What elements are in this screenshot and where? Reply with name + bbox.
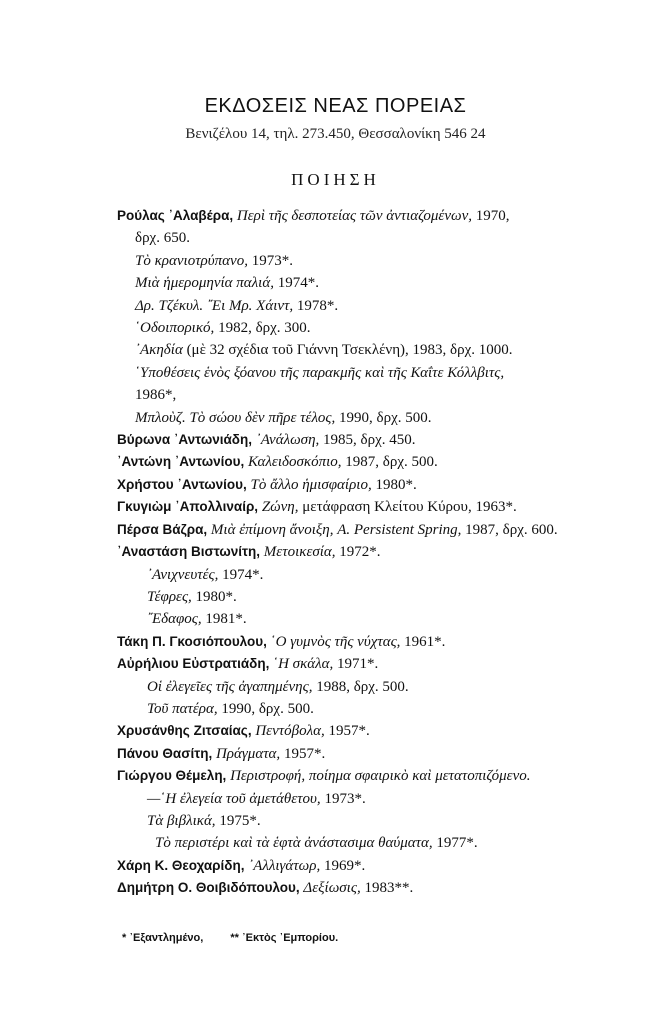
book-details: 1978*. bbox=[296, 297, 339, 314]
book-title: Ζώνη, bbox=[261, 499, 299, 516]
catalog-line bbox=[117, 362, 637, 384]
book-title: Μιὰ ἐπίμονη ἄνοιξη, A. Persistent Spring, bbox=[210, 521, 462, 538]
book-details: 1983**. bbox=[364, 880, 414, 897]
catalog-line bbox=[117, 698, 637, 720]
author-name: Γκυγιὼμ ᾿Απολλιναίρ, bbox=[117, 499, 259, 515]
book-title: Τὸ κρανιοτρύπανο, bbox=[135, 252, 248, 269]
book-details: 1975*. bbox=[219, 812, 261, 829]
book-details: 1988, δρχ. 500. bbox=[316, 678, 409, 695]
book-details: 1973*. bbox=[251, 252, 293, 269]
book-title: Οἱ ἐλεγεῖες τῆς ἀγαπημένης, bbox=[147, 678, 313, 695]
catalog-line bbox=[117, 272, 637, 294]
catalog-line bbox=[117, 631, 637, 653]
footnotes bbox=[122, 932, 622, 944]
book-title: Μπλοὺζ. Τὸ σώου δὲν πῆρε τέλος, bbox=[135, 409, 336, 426]
publisher-title: ΕΚΔΟΣΕΙΣ ΝΕΑΣ ΠΟΡΕΙΑΣ bbox=[204, 95, 467, 117]
catalog-line bbox=[117, 653, 637, 675]
book-title: ᾿Ακηδία bbox=[135, 342, 183, 359]
book-title: Μετοικεσία, bbox=[263, 544, 336, 561]
book-details: 1981*. bbox=[205, 611, 247, 628]
book-title: Περὶ τῆς δεσποτείας τῶν ἀντιαζομένων, bbox=[236, 208, 472, 224]
book-title: Δεξίωσις, bbox=[303, 880, 361, 897]
catalog-line bbox=[117, 541, 637, 563]
catalog-line bbox=[117, 407, 637, 429]
catalog-line bbox=[117, 429, 637, 451]
book-title: ῾Η σκάλα, bbox=[273, 656, 334, 673]
catalog-line bbox=[117, 564, 637, 586]
book-details: 1987, δρχ. 500. bbox=[345, 454, 438, 471]
catalog-line bbox=[117, 317, 637, 339]
book-title: ᾿Ανιχνευτές, bbox=[147, 566, 219, 583]
footnote-out-of-print: * ᾿Εξαντλημένο, bbox=[122, 932, 204, 944]
author-name: Ρούλας ᾿Αλαβέρα, bbox=[117, 208, 234, 223]
book-details: 1977*. bbox=[436, 835, 478, 852]
book-title: Δρ. Τζέκυλ. ῎Ει Μρ. Χάιντ, bbox=[135, 297, 294, 314]
book-details: 1985, δρχ. 450. bbox=[323, 432, 416, 449]
book-details: 1987, δρχ. 600. bbox=[465, 521, 558, 538]
catalog-line bbox=[117, 586, 637, 608]
book-title: Τὸ ἄλλο ἡμισφαίριο, bbox=[250, 476, 372, 493]
book-details: 1982, δρχ. 300. bbox=[218, 320, 311, 337]
catalog-line bbox=[117, 832, 637, 854]
book-title: ῾Ο γυμνὸς τῆς νύχτας, bbox=[270, 633, 401, 650]
catalog-line bbox=[117, 877, 637, 899]
author-name: Πάνου Θασίτη, bbox=[117, 745, 213, 761]
catalog-line bbox=[117, 496, 637, 518]
catalog-line bbox=[117, 384, 637, 406]
catalog-line bbox=[117, 855, 637, 877]
author-name: Τάκη Π. Γκοσιόπουλου, bbox=[117, 633, 267, 649]
catalog-line bbox=[117, 788, 637, 810]
book-details: δρχ. 650. bbox=[135, 230, 190, 247]
author-name: Χάρη Κ. Θεοχαρίδη, bbox=[117, 857, 245, 873]
book-details: 1974*. bbox=[222, 566, 264, 583]
book-details: 1972*. bbox=[339, 544, 381, 561]
book-details: 1961*. bbox=[404, 633, 446, 650]
book-details: μετάφραση Κλείτου Κύρου, 1963*. bbox=[302, 499, 517, 516]
catalog-line bbox=[117, 810, 637, 832]
book-title: ᾿Αλλιγάτωρ, bbox=[248, 857, 321, 874]
book-details: (μὲ 32 σχέδια τοῦ Γιάννη Τσεκλένη), 1983, δρχ. 1000. bbox=[186, 342, 513, 359]
book-title: Τέφρες, bbox=[147, 588, 192, 605]
section-title: ΠΟΙΗΣΗ bbox=[291, 170, 380, 189]
footnote-not-for-sale: ** ᾿Εκτὸς ᾿Εμπορίου. bbox=[230, 932, 339, 944]
book-title: Καλειδοσκόπιο, bbox=[247, 454, 342, 471]
book-title: ᾿Ανάλωση, bbox=[255, 432, 320, 449]
author-name: Αὐρήλιου Εὐστρατιάδη, bbox=[117, 656, 270, 672]
book-details: 1974*. bbox=[277, 275, 319, 292]
author-name: ᾿Αναστάση Βιστωνίτη, bbox=[117, 544, 261, 560]
publisher-address: Βενιζέλου 14, τηλ. 273.450, Θεσσαλονίκη 546 24 bbox=[185, 126, 486, 142]
book-details: 1970, bbox=[475, 208, 510, 224]
catalog-line bbox=[117, 519, 637, 541]
book-details: 1990, δρχ. 500. bbox=[221, 700, 314, 717]
book-title: Τοῦ πατέρα, bbox=[147, 700, 218, 717]
catalog-line bbox=[117, 474, 637, 496]
book-title: Περιστροφή, ποίημα σφαιρικὸ καὶ μετατοπιζόμενο. bbox=[230, 768, 531, 785]
book-details: 1957*. bbox=[283, 745, 326, 762]
book-title: Τὸ περιστέρι καὶ τὰ ἑφτὰ ἀνάστασιμα θαύματα, bbox=[155, 835, 433, 852]
book-details: 1986*, bbox=[135, 387, 177, 404]
author-name: Χρυσάνθης Ζιτσαίας, bbox=[117, 723, 252, 739]
book-title: Τὰ βιβλικά, bbox=[147, 812, 216, 829]
book-details: 1957*. bbox=[328, 723, 370, 740]
book-title: Πεντόβολα, bbox=[255, 723, 325, 740]
book-details: 1990, δρχ. 500. bbox=[339, 409, 432, 426]
catalog-line bbox=[117, 720, 637, 742]
book-title: Μιὰ ἡμερομηνία παλιά, bbox=[135, 275, 274, 292]
catalog-line bbox=[117, 676, 637, 698]
author-name: Χρήστου ᾿Αντωνίου, bbox=[117, 476, 247, 492]
author-name: ᾿Αντώνη ᾿Αντωνίου, bbox=[117, 454, 245, 470]
book-title: ῎Εδαφος, bbox=[147, 611, 202, 628]
catalog-line bbox=[117, 451, 637, 473]
author-name: Πέρσα Βάζρα, bbox=[117, 521, 208, 537]
catalog-line bbox=[117, 250, 637, 272]
catalog-line bbox=[117, 227, 637, 249]
book-details: 1980*. bbox=[195, 588, 237, 605]
book-title: Πράγματα, bbox=[215, 745, 281, 762]
catalog-line bbox=[117, 765, 637, 787]
catalog-line bbox=[117, 205, 637, 227]
book-details: 1971*. bbox=[337, 656, 379, 673]
author-name: Δημήτρη Ο. Θοιβιδόπουλου, bbox=[117, 880, 300, 896]
book-title: ῾Υποθέσεις ἑνὸς ξόανου τῆς παρακμῆς καὶ τῆς Καΐτε Κόλλβιτς, bbox=[135, 364, 505, 381]
book-title: ῾Οδοιπορικό, bbox=[135, 320, 215, 337]
book-title: —῾Η ἐλεγεία τοῦ ἀμετάθετου, bbox=[147, 790, 321, 807]
catalog-line bbox=[117, 295, 637, 317]
catalog-line bbox=[117, 608, 637, 630]
book-details: 1969*. bbox=[323, 857, 366, 874]
catalog-line bbox=[117, 743, 637, 765]
catalog-line bbox=[117, 339, 637, 361]
author-name: Γιώργου Θέμελη, bbox=[117, 768, 227, 784]
book-details: 1973*. bbox=[324, 790, 366, 807]
author-name: Βύρωνα ᾿Αντωνιάδη, bbox=[117, 432, 252, 448]
catalog-list bbox=[117, 205, 637, 900]
book-details: 1980*. bbox=[375, 476, 417, 493]
